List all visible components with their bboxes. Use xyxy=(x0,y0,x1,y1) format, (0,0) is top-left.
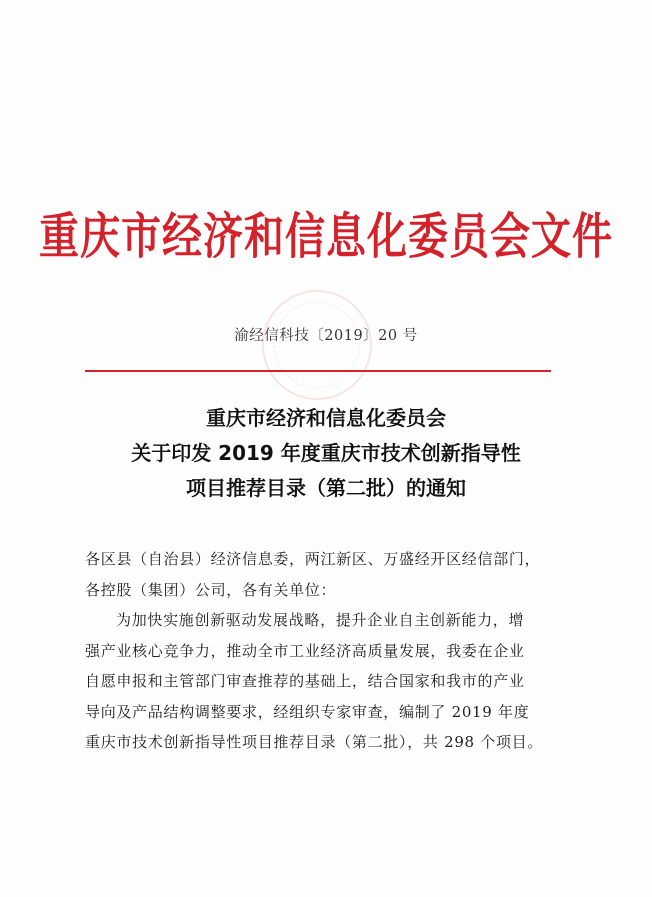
faint-seal-stamp xyxy=(262,290,372,400)
body-paragraph-line-5: 重庆市技术创新指导性项目推荐目录（第二批），共 298 个项目。 xyxy=(85,733,544,751)
addressee-line-2: 各控股（集团）公司，各有关单位： xyxy=(85,580,337,599)
body-paragraph-line-2: 强产业核心竞争力，推动全市工业经济高质量发展，我委在企业 xyxy=(85,641,525,660)
document-body xyxy=(85,544,565,758)
addressee-line-1: 各区县（自治县）经济信息委，两江新区、万盛经开区经信部门， xyxy=(85,550,541,568)
title-line-3: 项目推荐目录（第二批）的通知 xyxy=(186,476,466,500)
title-line-2: 关于印发 2019 年度重庆市技术创新指导性 xyxy=(131,441,521,465)
body-paragraph-line-4: 导向及产品结构调整要求，经组织专家审查，编制了 2019 年度 xyxy=(85,702,530,721)
document-title xyxy=(0,401,652,506)
red-divider-line xyxy=(85,370,551,372)
body-paragraph-line-1: 为加快实施创新驱动发展战略，提升企业自主创新能力，增 xyxy=(116,611,525,629)
issuer-header: 重庆市经济和信息化委员会文件 xyxy=(39,209,613,266)
title-line-1: 重庆市经济和信息化委员会 xyxy=(206,406,446,430)
document-number: 渝经信科技〔2019〕20 号 xyxy=(234,328,418,344)
body-paragraph-line-3: 自愿申报和主管部门审查推荐的基础上，结合国家和我市的产业 xyxy=(85,672,525,690)
